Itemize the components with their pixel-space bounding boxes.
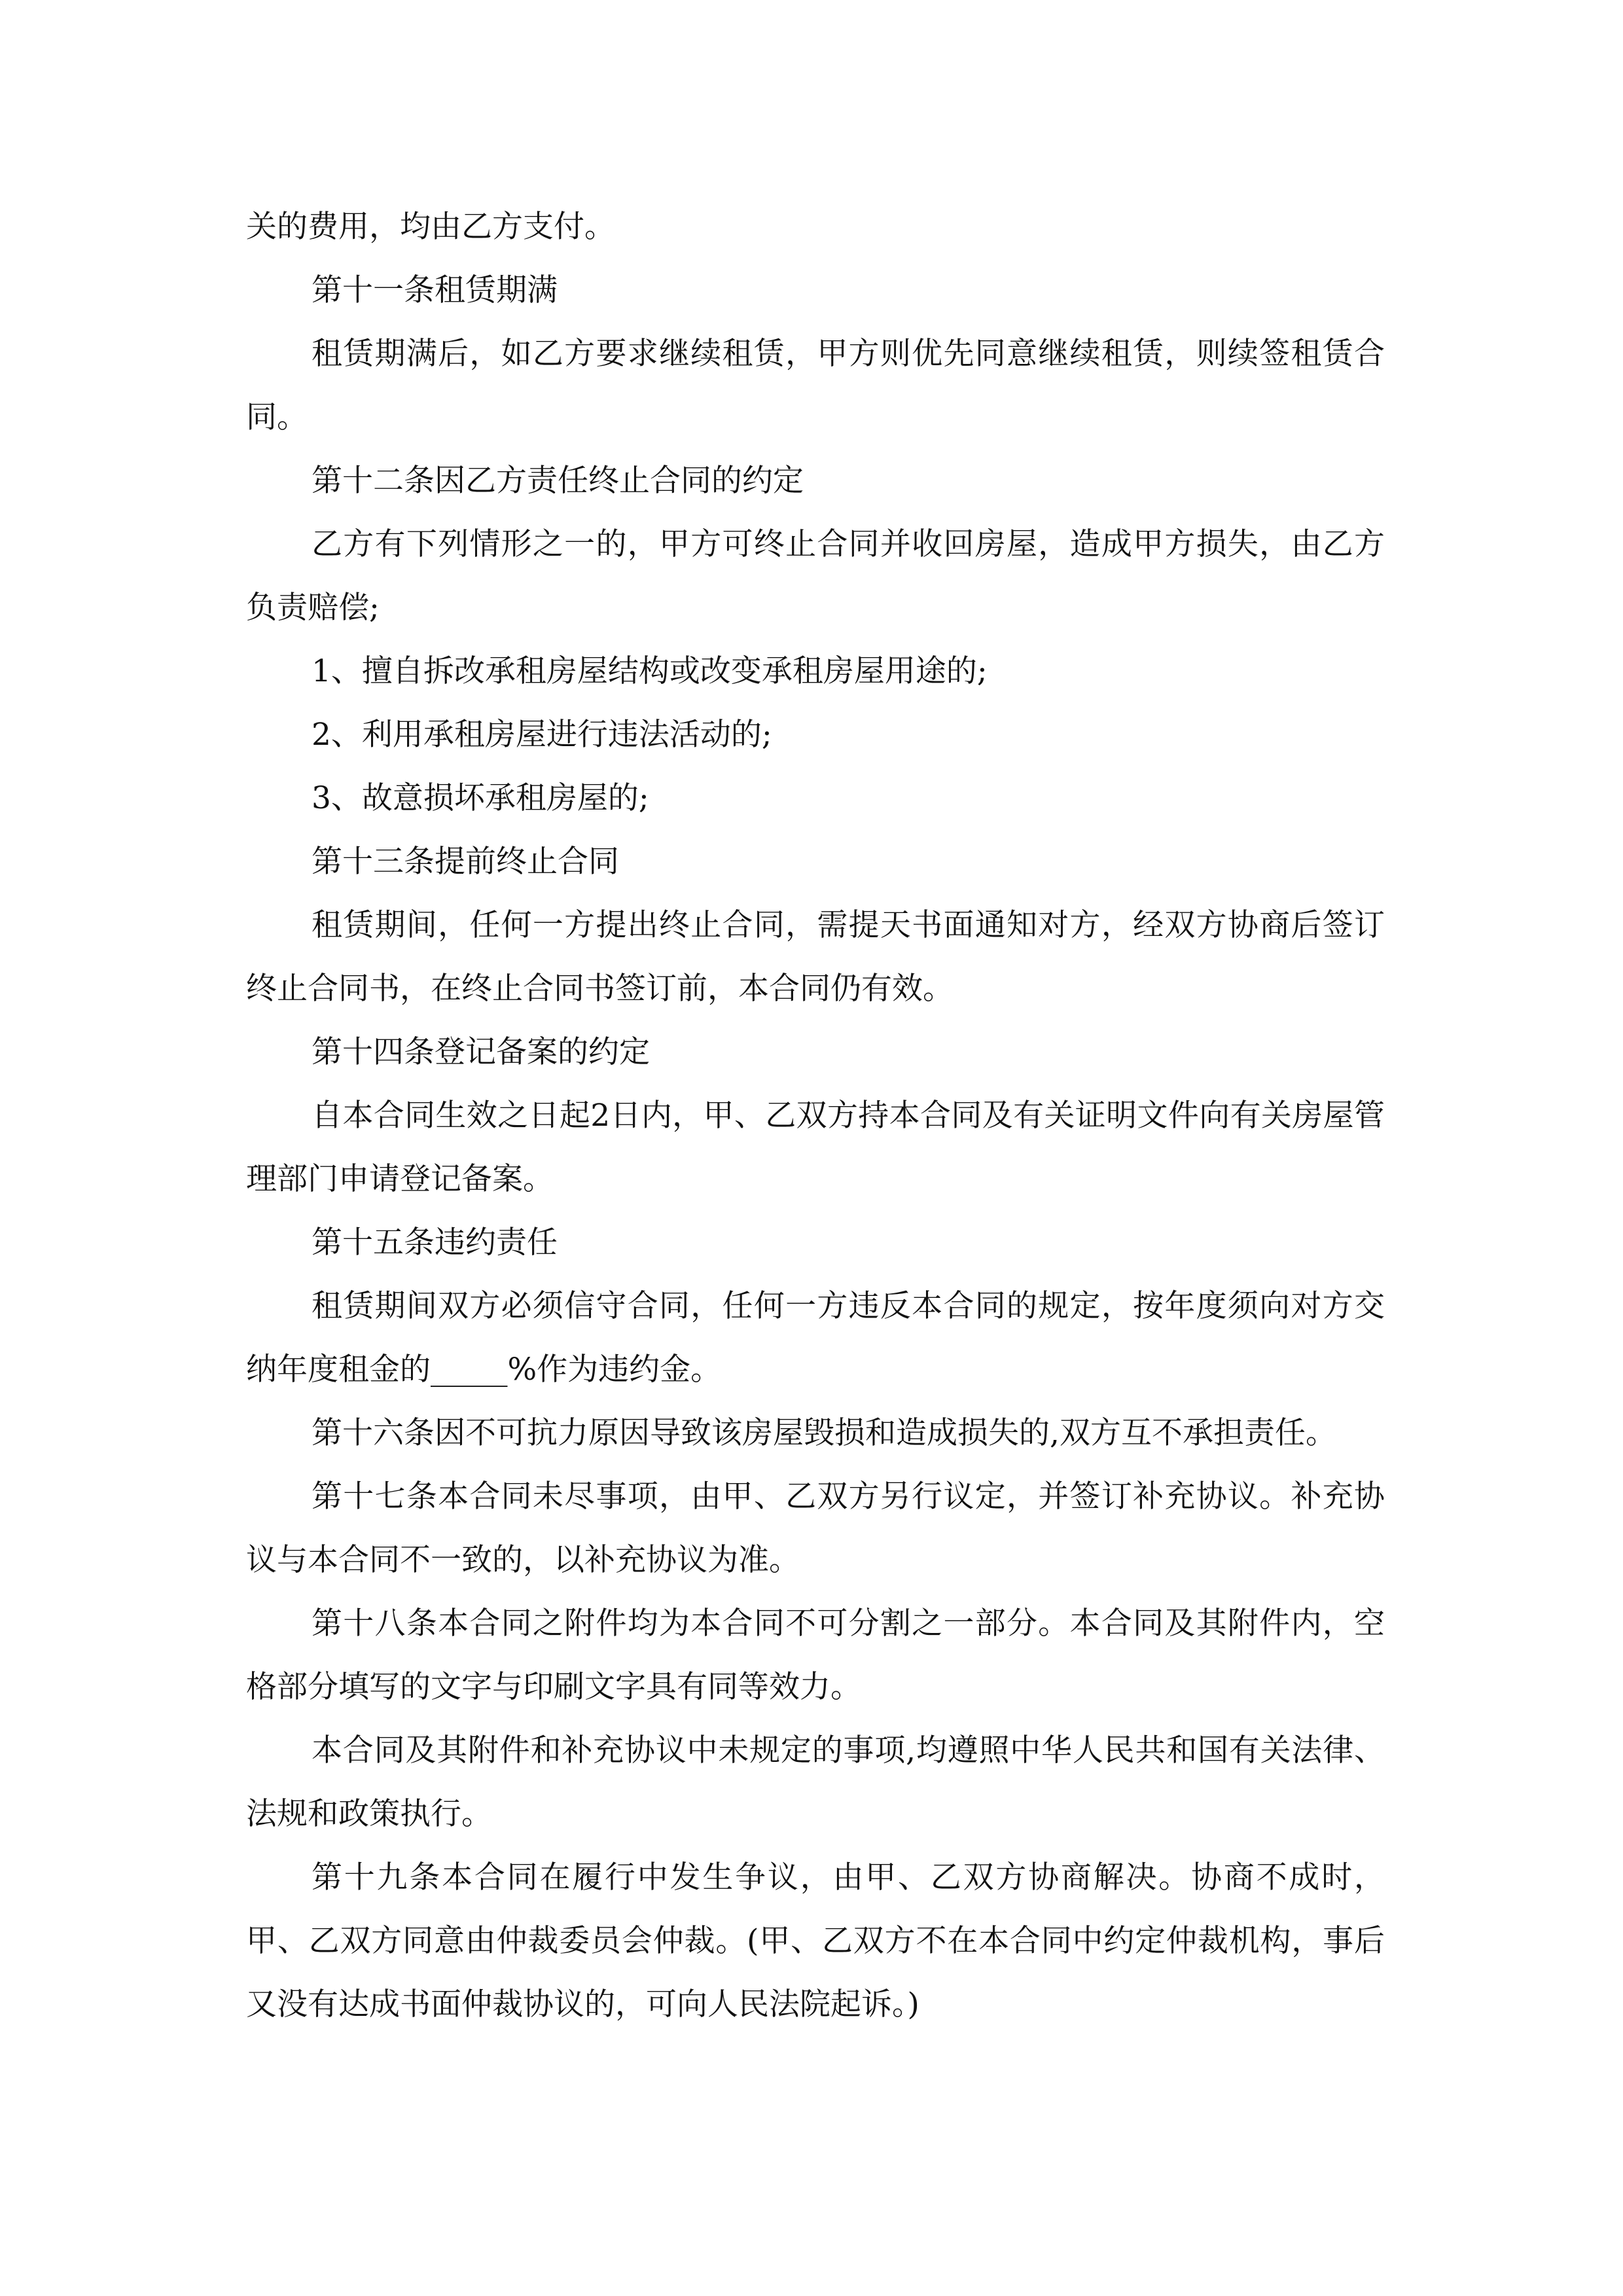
article-19: 第十九条本合同在履行中发生争议，由甲、乙双方协商解决。协商不成时，甲、乙双方同意由仲裁委员会仲裁。(甲、乙双方不在本合同中约定仲裁机构，事后又没有达成书面仲裁协议的，可向人民法院起诉。) xyxy=(246,1859,1385,2022)
article-12-body: 乙方有下列情形之一的，甲方可终止合同并收回房屋，造成甲方损失，由乙方负责赔偿; xyxy=(246,526,1385,626)
article-11-body: 租赁期满后，如乙方要求继续租赁，甲方则优先同意继续租赁，则续签租赁合同。 xyxy=(246,336,1385,435)
article-16: 第十六条因不可抗力原因导致该房屋毁损和造成损失的,双方互不承担责任。 xyxy=(312,1415,1336,1451)
article-12-item-3: 3、故意损坏承租房屋的; xyxy=(312,780,649,816)
article-14-body: 自本合同生效之日起2日内，甲、乙双方持本合同及有关证明文件向有关房屋管理部门申请登记备案。 xyxy=(246,1098,1385,1197)
article-12-heading: 第十二条因乙方责任终止合同的约定 xyxy=(312,463,804,499)
article-13-heading: 第十三条提前终止合同 xyxy=(312,844,619,880)
article-15-body: 租赁期间双方必须信守合同，任何一方违反本合同的规定，按年度须向对方交纳年度租金的_____%作为违约金。 xyxy=(246,1288,1385,1388)
article-11-heading: 第十一条租赁期满 xyxy=(312,272,558,308)
article-12-item-2: 2、利用承租房屋进行违法活动的; xyxy=(312,717,772,753)
article-12-item-1: 1、擅自拆改承租房屋结构或改变承租房屋用途的; xyxy=(312,653,988,689)
article-14-heading: 第十四条登记备案的约定 xyxy=(312,1034,650,1070)
article-15-heading: 第十五条违约责任 xyxy=(312,1225,558,1261)
article-13-body: 租赁期间，任何一方提出终止合同，需提天书面通知对方，经双方协商后签订终止合同书，在终止合同书签订前，本合同仍有效。 xyxy=(246,907,1385,1007)
article-18: 第十八条本合同之附件均为本合同不可分割之一部分。本合同及其附件内，空格部分填写的文字与印刷文字具有同等效力。 xyxy=(246,1605,1385,1705)
paragraph-continuation: 关的费用，均由乙方支付。 xyxy=(246,209,615,245)
article-18-supplement: 本合同及其附件和补充协议中未规定的事项,均遵照中华人民共和国有关法律、法规和政策执行。 xyxy=(246,1732,1385,1832)
document-body xyxy=(246,195,1385,2036)
article-17: 第十七条本合同未尽事项，由甲、乙双方另行议定，并签订补充协议。补充协议与本合同不一致的，以补充协议为准。 xyxy=(246,1479,1385,1578)
